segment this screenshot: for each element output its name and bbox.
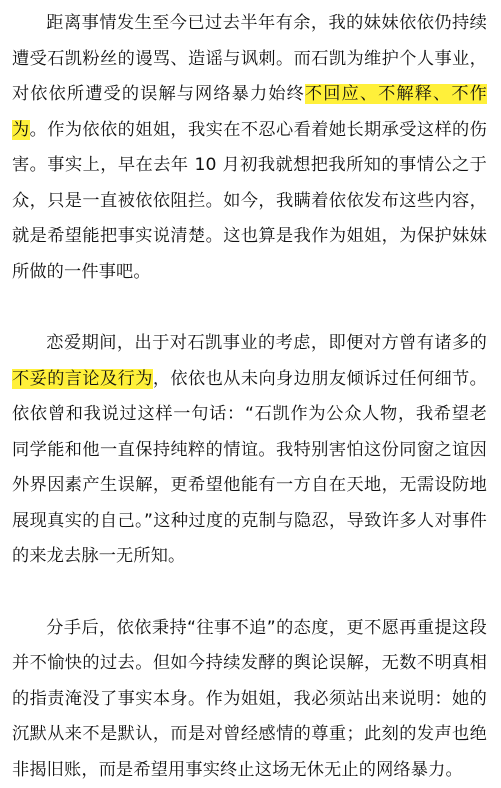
paragraph-1-text-a: 距离事情发生至今已过去半年有余，我的妹妹依依仍持续遭受石凯粉丝的谩骂、造谣与讽刺。而石凯为维护个人事业，对依依所遭受的误解与网络暴力始终 — [12, 13, 487, 104]
paragraph-2 — [12, 326, 487, 575]
paragraph-3 — [12, 611, 487, 788]
paragraph-3-text: 分手后，依依秉持“往事不追”的态度，更不愿再重提这段并不愉快的过去。但如今持续发酵的舆论误解，无数不明真相的指责淹没了事实本身。作为姐姐，我必须站出来说明：她的沉默从来不是默认，而是对曾经感情的尊重；此刻的发声也绝非揭旧账，而是希望用事实终止这场无休无止的网络暴力。 — [12, 618, 487, 780]
highlighted-phrase: 不妥的言论及行为 — [12, 369, 153, 389]
paragraph-2-text-a: 恋爱期间，出于对石凯事业的考虑，即便对方曾有诸多的 — [46, 333, 487, 353]
paragraph-1-text-b: 。作为依依的姐姐，我实在不忍心看着她长期承受这样的伤害。事实上，早在去年 10 月初我就想把我所知的事情公之于众，只是一直被依依阻拦。如今，我瞒着依依发布这些内容，就是希望能把事实说清楚。这也算是我作为姐姐，为保护妹妹所做的一件事吧。 — [12, 120, 487, 282]
highlighted-phrase: 不回应、不解释、不作为 — [12, 84, 487, 140]
paragraph-2-text-b: ，依依也从未向身边朋友倾诉过任何细节。依依曾和我说过这样一句话：“石凯作为公众人物，我希望老同学能和他一直保持纯粹的情谊。我特别害怕这份同窗之谊因外界因素产生误解，更希望他能有一方自在天地，无需设防地展现真实的自己。”这种过度的克制与隐忍，导致许多人对事件的来龙去脉一无所知。 — [12, 369, 487, 567]
paragraph-1 — [12, 6, 487, 290]
